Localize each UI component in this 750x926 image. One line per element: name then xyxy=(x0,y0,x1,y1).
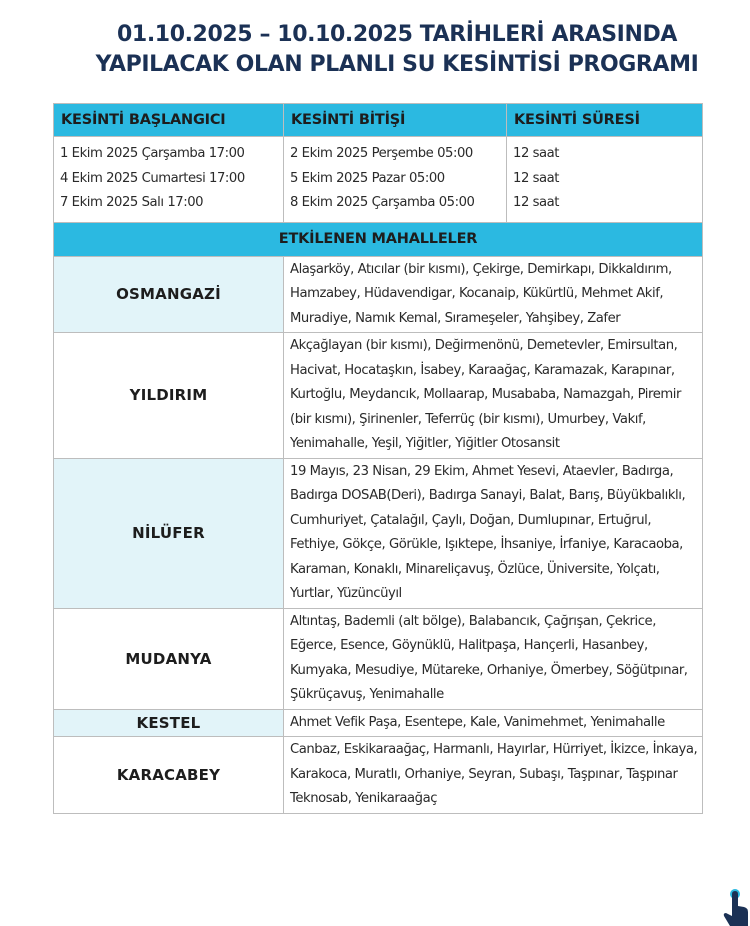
end-time: 2 Ekim 2025 Perşembe 05:00 xyxy=(290,146,473,161)
duration: 12 saat xyxy=(513,170,560,186)
district-row xyxy=(54,333,703,459)
page-title xyxy=(0,20,750,80)
district-neighborhoods: Akçağlayan (bir kısmı), Değirmenönü, Demetevler, Emirsultan, Hacivat, Hocataşkın, İsabey, Karaağaç, Karamazak, Karapınar, Kurtoğlu, Meydancık, Mollaarap, Musababa, Namazgah, Piremir (bir kısmı), Şirinenler, Teferrüç (bir kısmı), Umurbey, Vakıf, Yenimahalle, Yeşil, Yiğitler, Yiğitler Otosansit xyxy=(284,333,703,459)
district-row xyxy=(54,737,703,814)
duration: 12 saat xyxy=(513,146,560,161)
district-row xyxy=(54,709,703,737)
district-name: NİLÜFER xyxy=(54,458,284,608)
district-neighborhoods: Ahmet Vefik Paşa, Esentepe, Kale, Vanimehmet, Yenimahalle xyxy=(284,709,703,737)
end-times xyxy=(284,137,507,223)
durations xyxy=(507,137,703,223)
start-time: 1 Ekim 2025 Çarşamba 17:00 xyxy=(60,146,245,161)
district-neighborhoods: Canbaz, Eskikaraağaç, Harmanlı, Hayırlar, Hürriyet, İkizce, İnkaya, Karakoca, Muratlı, Orhaniye, Seyran, Subaşı, Taşpınar, Taşpınar Teknosab, Yenikaraağaç xyxy=(284,737,703,814)
district-neighborhoods: Altıntaş, Bademli (alt bölge), Balabancık, Çağrışan, Çekrice, Eğerce, Esence, Göynüklü, Halitpaşa, Hançerli, Hasanbey, Kumyaka, Mesudiye, Mütareke, Orhaniye, Ömerbey, Söğütpınar, Şükrüçavuş, Yenimahalle xyxy=(284,608,703,709)
district-name: YILDIRIM xyxy=(54,333,284,459)
start-time: 7 Ekim 2025 Salı 17:00 xyxy=(60,195,204,210)
title-line-1: 01.10.2025 – 10.10.2025 TARİHLERİ ARASINDA xyxy=(117,22,677,47)
affected-header-row xyxy=(54,222,703,256)
header-start: KESİNTİ BAŞLANGICI xyxy=(54,104,284,137)
header-duration: KESİNTİ SÜRESİ xyxy=(507,104,703,137)
end-time: 5 Ekim 2025 Pazar 05:00 xyxy=(290,170,445,186)
end-time: 8 Ekim 2025 Çarşamba 05:00 xyxy=(290,195,475,210)
header-end: KESİNTİ BİTİŞİ xyxy=(284,104,507,137)
district-name: OSMANGAZİ xyxy=(54,256,284,333)
hand-pointer-icon[interactable] xyxy=(722,886,750,926)
district-neighborhoods: Alaşarköy, Atıcılar (bir kısmı), Çekirge, Demirkapı, Dikkaldırım, Hamzabey, Hüdavendigar, Kocanaip, Kükürtlü, Mehmet Akif, Muradiye, Namık Kemal, Sırameşeler, Yahşibey, Zafer xyxy=(284,256,703,333)
district-row xyxy=(54,256,703,333)
district-name: KARACABEY xyxy=(54,737,284,814)
schedule-row xyxy=(54,137,703,223)
start-time: 4 Ekim 2025 Cumartesi 17:00 xyxy=(60,170,245,186)
district-row xyxy=(54,458,703,608)
title-line-2: YAPILACAK OLAN PLANLI SU KESİNTİSİ PROGRAMI xyxy=(95,52,699,77)
schedule-header-row xyxy=(54,104,703,137)
district-row xyxy=(54,608,703,709)
district-neighborhoods: 19 Mayıs, 23 Nisan, 29 Ekim, Ahmet Yesevi, Ataevler, Badırga, Badırga DOSAB(Deri), Badırga Sanayi, Balat, Barış, Büyükbalıklı, Cumhuriyet, Çatalağıl, Çaylı, Doğan, Dumlupınar, Ertuğrul, Fethiye, Gökçe, Görükle, Işıktepe, İhsaniye, İrfaniye, Karacaoba, Karaman, Konaklı, Minareliçavuş, Özlüce, Üniversite, Yolçatı, Yurtlar, Yüzüncüyıl xyxy=(284,458,703,608)
start-times xyxy=(54,137,284,223)
district-name: MUDANYA xyxy=(54,608,284,709)
duration: 12 saat xyxy=(513,195,560,210)
outage-table xyxy=(53,103,703,814)
affected-header: ETKİLENEN MAHALLELER xyxy=(54,222,703,256)
district-name: KESTEL xyxy=(54,709,284,737)
